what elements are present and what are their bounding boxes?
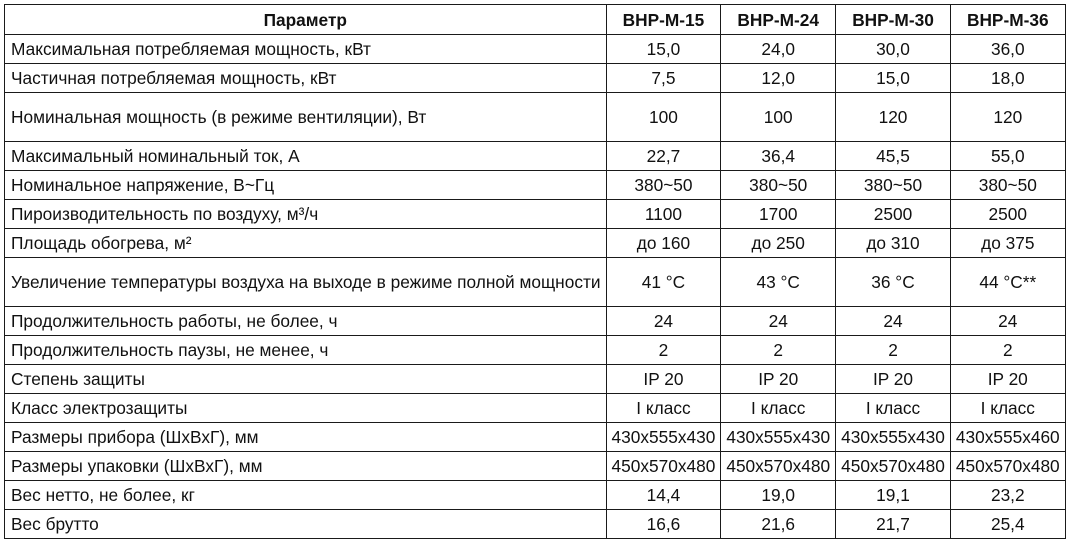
value-cell: до 375 xyxy=(950,229,1065,258)
param-label: Номинальное напряжение, В~Гц xyxy=(5,171,607,200)
value-cell: 430x555x460 xyxy=(950,423,1065,452)
spec-table xyxy=(4,4,1066,539)
value-cell: 450x570x480 xyxy=(836,452,951,481)
value-cell: 430x555x430 xyxy=(606,423,721,452)
value-cell: 24 xyxy=(950,307,1065,336)
value-cell: 2 xyxy=(836,336,951,365)
value-cell: до 250 xyxy=(721,229,836,258)
table-row xyxy=(5,142,1066,171)
value-cell: 55,0 xyxy=(950,142,1065,171)
value-cell: 30,0 xyxy=(836,35,951,64)
value-cell: 19,0 xyxy=(721,481,836,510)
value-cell: 380~50 xyxy=(721,171,836,200)
table-row xyxy=(5,394,1066,423)
param-label: Продолжительность паузы, не менее, ч xyxy=(5,336,607,365)
param-label: Площадь обогрева, м² xyxy=(5,229,607,258)
value-cell: 44 °C** xyxy=(950,258,1065,307)
value-cell: I класс xyxy=(606,394,721,423)
value-cell: 19,1 xyxy=(836,481,951,510)
value-cell: 36,0 xyxy=(950,35,1065,64)
value-cell: 2500 xyxy=(950,200,1065,229)
value-cell: 14,4 xyxy=(606,481,721,510)
param-label: Максимальная потребляемая мощность, кВт xyxy=(5,35,607,64)
value-cell: 24 xyxy=(606,307,721,336)
header-model-24: ВНР-М-24 xyxy=(721,5,836,35)
value-cell: 100 xyxy=(606,93,721,142)
value-cell: 430x555x430 xyxy=(721,423,836,452)
param-label: Класс электрозащиты xyxy=(5,394,607,423)
value-cell: 1700 xyxy=(721,200,836,229)
param-label: Степень защиты xyxy=(5,365,607,394)
value-cell: 100 xyxy=(721,93,836,142)
value-cell: 36 °C xyxy=(836,258,951,307)
param-label: Частичная потребляемая мощность, кВт xyxy=(5,64,607,93)
value-cell: 450x570x480 xyxy=(721,452,836,481)
value-cell: 24 xyxy=(836,307,951,336)
table-row xyxy=(5,229,1066,258)
table-row xyxy=(5,510,1066,539)
value-cell: 120 xyxy=(950,93,1065,142)
table-row xyxy=(5,307,1066,336)
value-cell: 24 xyxy=(721,307,836,336)
param-label: Максимальный номинальный ток, А xyxy=(5,142,607,171)
value-cell: 23,2 xyxy=(950,481,1065,510)
param-label: Продолжительность работы, не более, ч xyxy=(5,307,607,336)
value-cell: 21,7 xyxy=(836,510,951,539)
param-label: Увеличение температуры воздуха на выходе в режиме полной мощности xyxy=(5,258,607,307)
value-cell: 16,6 xyxy=(606,510,721,539)
value-cell: I класс xyxy=(950,394,1065,423)
value-cell: 2 xyxy=(606,336,721,365)
value-cell: 1100 xyxy=(606,200,721,229)
table-row xyxy=(5,200,1066,229)
value-cell: 7,5 xyxy=(606,64,721,93)
param-label: Размеры прибора (ШхВхГ), мм xyxy=(5,423,607,452)
table-row xyxy=(5,64,1066,93)
value-cell: 36,4 xyxy=(721,142,836,171)
value-cell: I класс xyxy=(721,394,836,423)
header-model-30: ВНР-М-30 xyxy=(836,5,951,35)
param-label: Пироизводительность по воздуху, м³/ч xyxy=(5,200,607,229)
value-cell: 430x555x430 xyxy=(836,423,951,452)
value-cell: 450x570x480 xyxy=(606,452,721,481)
table-row xyxy=(5,452,1066,481)
table-row xyxy=(5,365,1066,394)
value-cell: 380~50 xyxy=(950,171,1065,200)
value-cell: 15,0 xyxy=(836,64,951,93)
value-cell: 22,7 xyxy=(606,142,721,171)
value-cell: IP 20 xyxy=(721,365,836,394)
value-cell: 18,0 xyxy=(950,64,1065,93)
table-row xyxy=(5,171,1066,200)
header-row xyxy=(5,5,1066,35)
header-model-15: ВНР-М-15 xyxy=(606,5,721,35)
table-row xyxy=(5,35,1066,64)
table-row xyxy=(5,258,1066,307)
value-cell: 43 °C xyxy=(721,258,836,307)
value-cell: 380~50 xyxy=(836,171,951,200)
table-row xyxy=(5,336,1066,365)
value-cell: I класс xyxy=(836,394,951,423)
value-cell: IP 20 xyxy=(950,365,1065,394)
table-row xyxy=(5,481,1066,510)
header-model-36: ВНР-М-36 xyxy=(950,5,1065,35)
value-cell: 25,4 xyxy=(950,510,1065,539)
param-label: Номинальная мощность (в режиме вентиляции), Вт xyxy=(5,93,607,142)
value-cell: 450x570x480 xyxy=(950,452,1065,481)
value-cell: 2 xyxy=(950,336,1065,365)
param-label: Размеры упаковки (ШхВхГ), мм xyxy=(5,452,607,481)
value-cell: 15,0 xyxy=(606,35,721,64)
value-cell: IP 20 xyxy=(836,365,951,394)
value-cell: 24,0 xyxy=(721,35,836,64)
param-label: Вес нетто, не более, кг xyxy=(5,481,607,510)
header-parameter: Параметр xyxy=(5,5,607,35)
value-cell: 120 xyxy=(836,93,951,142)
value-cell: до 160 xyxy=(606,229,721,258)
value-cell: 21,6 xyxy=(721,510,836,539)
value-cell: 380~50 xyxy=(606,171,721,200)
value-cell: 41 °C xyxy=(606,258,721,307)
table-row xyxy=(5,93,1066,142)
value-cell: до 310 xyxy=(836,229,951,258)
value-cell: 2500 xyxy=(836,200,951,229)
value-cell: 2 xyxy=(721,336,836,365)
value-cell: 45,5 xyxy=(836,142,951,171)
table-row xyxy=(5,423,1066,452)
value-cell: IP 20 xyxy=(606,365,721,394)
param-label: Вес брутто xyxy=(5,510,607,539)
value-cell: 12,0 xyxy=(721,64,836,93)
